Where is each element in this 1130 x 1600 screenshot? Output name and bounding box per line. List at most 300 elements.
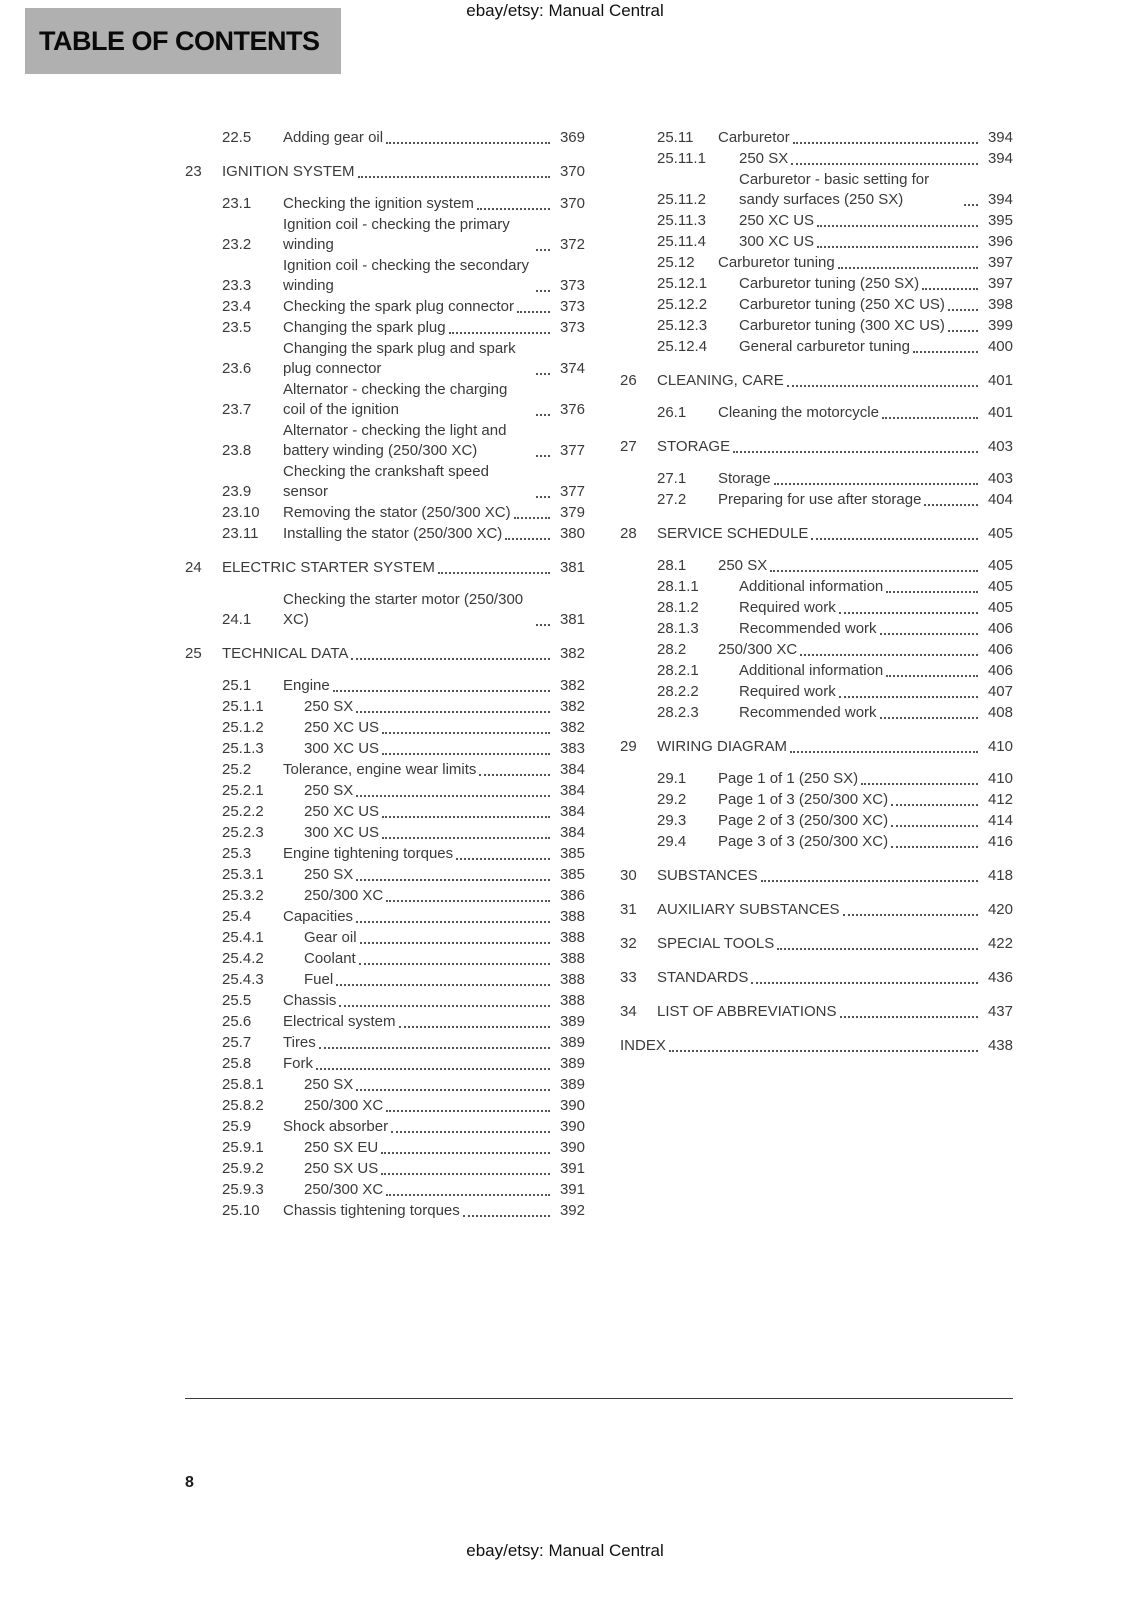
toc-entry-number: 24.1	[222, 611, 252, 628]
toc-entry-page: 390	[559, 1118, 585, 1135]
toc-entry-number: 29	[620, 738, 637, 755]
toc-entry	[620, 866, 1013, 886]
toc-entry-page: 380	[559, 525, 585, 542]
toc-entry-title: 250 SX	[739, 150, 789, 167]
toc-entry-number: 25.11.2	[657, 191, 706, 208]
toc-entry-title: Checking the starter motor (250/300 XC)	[283, 591, 524, 628]
toc-entry	[620, 619, 1013, 639]
toc-entry-page: 373	[559, 298, 585, 315]
toc-entry-page: 394	[987, 150, 1013, 167]
toc-entry	[185, 256, 585, 296]
toc-entry-page: 405	[987, 557, 1013, 574]
toc-entry	[185, 991, 585, 1011]
dot-leader	[356, 795, 550, 797]
dot-leader	[787, 385, 978, 387]
toc-entry-title: INDEX	[620, 1037, 666, 1054]
dot-leader	[386, 1194, 550, 1196]
toc-entry	[185, 524, 585, 544]
toc-entry-number: 26.1	[657, 404, 687, 421]
toc-entry-title: Carburetor tuning	[718, 254, 835, 271]
toc-entry	[185, 162, 585, 182]
toc-entry-number: 23.1	[222, 195, 252, 212]
toc-entry-number: 25.9.1	[222, 1139, 264, 1156]
toc-entry-number: 25.1.3	[222, 740, 264, 757]
toc-entry-title: Carburetor tuning (250 XC US)	[739, 296, 945, 313]
toc-entry	[185, 907, 585, 927]
toc-entry-number: 23.3	[222, 277, 252, 294]
toc-entry-number: 25	[185, 645, 202, 662]
dot-leader	[386, 900, 550, 902]
dot-leader	[399, 1026, 550, 1028]
dot-leader	[891, 846, 978, 848]
toc-entry-page: 418	[987, 867, 1013, 884]
toc-entry-number: 30	[620, 867, 637, 884]
toc-entry-title: 250 SX	[304, 698, 354, 715]
dot-leader	[536, 414, 550, 416]
toc-entry-page: 384	[559, 803, 585, 820]
toc-entry	[185, 1180, 585, 1200]
toc-entry	[620, 682, 1013, 702]
toc-entry-number: 28.1	[657, 557, 687, 574]
toc-entry-number: 25.12	[657, 254, 695, 271]
dot-leader	[333, 690, 550, 692]
toc-entry	[620, 790, 1013, 810]
dot-leader	[777, 948, 978, 950]
toc-entry-number: 25.3.1	[222, 866, 264, 883]
toc-entry-number: 25.8.1	[222, 1076, 264, 1093]
toc-column-left	[185, 128, 585, 1222]
toc-entry	[620, 556, 1013, 576]
dot-leader	[517, 311, 550, 313]
toc-entry	[185, 590, 585, 630]
toc-entry-number: 23.10	[222, 504, 260, 521]
toc-entry	[620, 1002, 1013, 1022]
toc-entry-number: 28.1.3	[657, 620, 699, 637]
toc-entry-title: Ignition coil - checking the primary winding	[283, 216, 510, 253]
dot-leader	[339, 1005, 550, 1007]
toc-entry-title: Shock absorber	[283, 1118, 389, 1135]
toc-entry-page: 422	[987, 935, 1013, 952]
dot-leader	[891, 825, 978, 827]
toc-entry-page: 379	[559, 504, 585, 521]
toc-entry-page: 384	[559, 824, 585, 841]
toc-entry-page: 389	[559, 1055, 585, 1072]
dot-leader	[948, 309, 978, 311]
toc-entry	[185, 928, 585, 948]
toc-entry-title: Fuel	[304, 971, 334, 988]
toc-entry-page: 385	[559, 845, 585, 862]
toc-entry	[185, 718, 585, 738]
toc-entry-title: Required work	[739, 599, 836, 616]
toc-entry-page: 389	[559, 1013, 585, 1030]
toc-entry-number: 25.11.1	[657, 150, 706, 167]
toc-entry-title: CLEANING, CARE	[657, 372, 784, 389]
page-title: TABLE OF CONTENTS	[39, 25, 320, 56]
toc-entry-title: Alternator - checking the charging coil of the ignition	[283, 381, 508, 418]
toc-entry-title: 250 SX	[304, 866, 354, 883]
toc-entry	[620, 371, 1013, 391]
dot-leader	[456, 858, 550, 860]
dot-leader	[386, 142, 550, 144]
toc-entry-page: 391	[559, 1160, 585, 1177]
toc-entry-page: 376	[559, 401, 585, 418]
toc-entry-title: Checking the ignition system	[283, 195, 474, 212]
toc-entry-number: 23.6	[222, 360, 252, 377]
dot-leader	[536, 496, 550, 498]
toc-entry	[620, 737, 1013, 757]
toc-entry-title: Engine	[283, 677, 330, 694]
toc-entry-page: 403	[987, 438, 1013, 455]
toc-entry	[620, 253, 1013, 273]
dot-leader	[791, 163, 978, 165]
toc-entry-page: 369	[559, 129, 585, 146]
toc-entry-number: 34	[620, 1003, 637, 1020]
toc-entry-title: 250 SX US	[304, 1160, 379, 1177]
toc-entry	[185, 1096, 585, 1116]
dot-leader	[880, 633, 978, 635]
toc-entry	[185, 215, 585, 255]
toc-entry	[620, 640, 1013, 660]
toc-entry	[620, 934, 1013, 954]
toc-entry-number: 29.4	[657, 833, 687, 850]
toc-entry-number: 25.2	[222, 761, 252, 778]
dot-leader	[381, 1173, 550, 1175]
toc-entry	[185, 676, 585, 696]
toc-entry	[620, 703, 1013, 723]
toc-entry-page: 397	[987, 275, 1013, 292]
toc-entry-number: 25.7	[222, 1034, 252, 1051]
toc-entry-page: 372	[559, 236, 585, 253]
toc-entry-number: 23.5	[222, 319, 252, 336]
toc-entry-title: 250 SX	[304, 782, 354, 799]
toc-entry-number: 25.3.2	[222, 887, 264, 904]
toc-entry-title: Gear oil	[304, 929, 357, 946]
toc-entry-title: Additional information	[739, 578, 884, 595]
toc-entry-title: 250/300 XC	[718, 641, 798, 658]
dot-leader	[360, 942, 550, 944]
toc-entry-title: Alternator - checking the light and battery winding (250/300 XC)	[283, 422, 507, 459]
toc-banner	[25, 8, 341, 74]
dot-leader	[774, 483, 978, 485]
toc-entry	[185, 865, 585, 885]
toc-entry-title: Tires	[283, 1034, 316, 1051]
toc-entry	[620, 274, 1013, 294]
toc-entry-page: 386	[559, 887, 585, 904]
toc-entry-number: 25.9	[222, 1118, 252, 1135]
toc-entry-number: 23.2	[222, 236, 252, 253]
toc-entry-title: IGNITION SYSTEM	[222, 163, 355, 180]
toc-entry	[620, 337, 1013, 357]
toc-columns	[185, 128, 1013, 1222]
dot-leader	[924, 504, 978, 506]
toc-entry-number: 23.8	[222, 442, 252, 459]
dot-leader	[391, 1131, 550, 1133]
toc-entry-page: 382	[559, 719, 585, 736]
toc-entry-number: 27	[620, 438, 637, 455]
toc-entry-number: 25.1.1	[222, 698, 264, 715]
dot-leader	[840, 1016, 979, 1018]
toc-entry-title: Page 2 of 3 (250/300 XC)	[718, 812, 889, 829]
toc-entry	[620, 900, 1013, 920]
toc-entry	[185, 697, 585, 717]
dot-leader	[536, 455, 550, 457]
toc-entry-page: 416	[987, 833, 1013, 850]
toc-entry-number: 25.2.1	[222, 782, 264, 799]
toc-entry-title: 300 XC US	[304, 740, 380, 757]
toc-entry-page: 388	[559, 992, 585, 1009]
toc-entry-title: Ignition coil - checking the secondary winding	[283, 257, 529, 294]
toc-entry-page: 383	[559, 740, 585, 757]
dot-leader	[861, 783, 978, 785]
dot-leader	[438, 572, 550, 574]
toc-entry-page: 400	[987, 338, 1013, 355]
dot-leader	[733, 451, 978, 453]
dot-leader	[770, 570, 978, 572]
dot-leader	[880, 717, 978, 719]
toc-entry-number: 25.9.2	[222, 1160, 264, 1177]
toc-entry	[185, 1138, 585, 1158]
dot-leader	[358, 176, 550, 178]
toc-entry-title: 250 XC US	[304, 803, 380, 820]
toc-entry-title: Cleaning the motorcycle	[718, 404, 879, 421]
toc-entry-number: 25.1.2	[222, 719, 264, 736]
dot-leader	[356, 921, 550, 923]
toc-entry-page: 381	[559, 611, 585, 628]
toc-entry-number: 25.11.3	[657, 212, 706, 229]
toc-entry-title: SPECIAL TOOLS	[657, 935, 775, 952]
toc-entry-title: Electrical system	[283, 1013, 396, 1030]
toc-entry-number: 25.2.3	[222, 824, 264, 841]
toc-entry-page: 407	[987, 683, 1013, 700]
toc-entry-number: 25.4	[222, 908, 252, 925]
dot-leader	[761, 880, 978, 882]
toc-entry-title: SUBSTANCES	[657, 867, 758, 884]
toc-entry-number: 23.7	[222, 401, 252, 418]
toc-entry-number: 23.11	[222, 525, 259, 542]
toc-entry	[185, 1033, 585, 1053]
toc-entry-number: 23.4	[222, 298, 252, 315]
toc-entry-page: 381	[559, 559, 585, 576]
toc-entry	[620, 811, 1013, 831]
dot-leader	[477, 208, 550, 210]
toc-entry-number: 25.12.3	[657, 317, 708, 334]
toc-entry	[185, 462, 585, 502]
toc-entry-page: 390	[559, 1139, 585, 1156]
dot-leader	[381, 1152, 550, 1154]
toc-entry-page: 382	[559, 677, 585, 694]
dot-leader	[922, 288, 978, 290]
toc-entry	[185, 844, 585, 864]
toc-entry-title: 250 XC US	[739, 212, 815, 229]
toc-entry-title: STANDARDS	[657, 969, 749, 986]
toc-entry-page: 406	[987, 641, 1013, 658]
toc-entry	[185, 421, 585, 461]
toc-entry-title: 250 SX EU	[304, 1139, 379, 1156]
toc-entry-number: 23	[185, 163, 202, 180]
toc-entry-number: 25.11	[657, 129, 694, 146]
toc-entry-number: 25.1	[222, 677, 252, 694]
toc-entry-page: 374	[559, 360, 585, 377]
dot-leader	[882, 417, 978, 419]
toc-entry-number: 33	[620, 969, 637, 986]
dot-leader	[886, 591, 978, 593]
toc-entry-title: Additional information	[739, 662, 884, 679]
toc-entry-number: 25.11.4	[657, 233, 706, 250]
toc-entry	[185, 128, 585, 148]
toc-entry-number: 25.6	[222, 1013, 252, 1030]
toc-entry-page: 388	[559, 971, 585, 988]
dot-leader	[669, 1050, 978, 1052]
toc-entry-number: 32	[620, 935, 637, 952]
toc-entry-title: Page 1 of 3 (250/300 XC)	[718, 791, 889, 808]
toc-entry-page: 405	[987, 599, 1013, 616]
toc-entry-page: 405	[987, 578, 1013, 595]
toc-entry	[620, 403, 1013, 423]
toc-column-right	[620, 128, 1013, 1222]
toc-entry	[185, 886, 585, 906]
toc-entry	[620, 968, 1013, 988]
dot-leader	[843, 914, 978, 916]
dot-leader	[316, 1068, 550, 1070]
toc-entry-title: Required work	[739, 683, 836, 700]
toc-entry-page: 397	[987, 254, 1013, 271]
toc-entry-number: 25.3	[222, 845, 252, 862]
toc-entry-number: 28.2.3	[657, 704, 699, 721]
toc-entry	[185, 970, 585, 990]
toc-entry-title: AUXILIARY SUBSTANCES	[657, 901, 840, 918]
dot-leader	[479, 774, 550, 776]
toc-entry-number: 25.8.2	[222, 1097, 264, 1114]
toc-entry-page: 395	[987, 212, 1013, 229]
dot-leader	[891, 804, 978, 806]
toc-entry-title: Checking the crankshaft speed sensor	[283, 463, 489, 500]
toc-entry-page: 388	[559, 908, 585, 925]
toc-entry-page: 437	[987, 1003, 1013, 1020]
toc-entry-page: 373	[559, 319, 585, 336]
dot-leader	[793, 142, 978, 144]
toc-entry-number: 25.2.2	[222, 803, 264, 820]
toc-entry-title: 250 SX	[718, 557, 768, 574]
toc-entry-page: 389	[559, 1076, 585, 1093]
toc-entry-number: 28.2	[657, 641, 687, 658]
toc-entry-page: 414	[987, 812, 1013, 829]
toc-entry-page: 370	[559, 195, 585, 212]
dot-leader	[536, 624, 550, 626]
toc-entry-page: 370	[559, 163, 585, 180]
dot-leader	[811, 538, 978, 540]
toc-entry-number: 29.2	[657, 791, 687, 808]
toc-entry-page: 401	[987, 372, 1013, 389]
toc-entry-title: 250/300 XC	[304, 887, 384, 904]
toc-entry-number: 25.12.2	[657, 296, 708, 313]
dot-leader	[359, 963, 550, 965]
toc-entry-page: 384	[559, 761, 585, 778]
toc-entry-title: WIRING DIAGRAM	[657, 738, 787, 755]
toc-entry-page: 394	[987, 191, 1013, 208]
toc-entry-number: 28.2.2	[657, 683, 699, 700]
toc-entry-title: 250/300 XC	[304, 1181, 384, 1198]
dot-leader	[505, 538, 550, 540]
dot-leader	[356, 1089, 550, 1091]
toc-entry-title: Checking the spark plug connector	[283, 298, 514, 315]
toc-entry	[185, 1012, 585, 1032]
toc-entry	[620, 661, 1013, 681]
toc-entry	[620, 469, 1013, 489]
toc-entry-page: 388	[559, 929, 585, 946]
dot-leader	[536, 249, 550, 251]
toc-entry-title: Changing the spark plug and spark plug connector	[283, 340, 516, 377]
dot-leader	[463, 1215, 550, 1217]
toc-entry-title: ELECTRIC STARTER SYSTEM	[222, 559, 435, 576]
toc-entry	[185, 802, 585, 822]
toc-entry-title: 250 SX	[304, 1076, 354, 1093]
toc-entry-page: 436	[987, 969, 1013, 986]
toc-entry	[620, 490, 1013, 510]
dot-leader	[382, 732, 550, 734]
toc-entry	[620, 232, 1013, 252]
toc-entry-number: 22.5	[222, 129, 252, 146]
toc-entry-page: 412	[987, 791, 1013, 808]
toc-entry-title: Recommended work	[739, 704, 877, 721]
toc-entry-page: 405	[987, 525, 1013, 542]
toc-entry-page: 398	[987, 296, 1013, 313]
toc-entry-title: Removing the stator (250/300 XC)	[283, 504, 511, 521]
toc-entry-title: Fork	[283, 1055, 313, 1072]
toc-entry	[185, 760, 585, 780]
toc-entry-page: 391	[559, 1181, 585, 1198]
toc-entry-number: 25.4.3	[222, 971, 264, 988]
page-number: 8	[185, 1474, 194, 1491]
toc-entry-title: Carburetor - basic setting for sandy surfaces (250 SX)	[739, 171, 930, 208]
toc-entry	[185, 1201, 585, 1221]
toc-entry	[185, 503, 585, 523]
toc-entry-page: 408	[987, 704, 1013, 721]
dot-leader	[817, 246, 978, 248]
dot-leader	[514, 517, 550, 519]
dot-leader	[800, 654, 978, 656]
toc-entry-page: 406	[987, 620, 1013, 637]
toc-entry	[620, 832, 1013, 852]
toc-entry	[620, 598, 1013, 618]
toc-entry-page: 404	[987, 491, 1013, 508]
dot-leader	[351, 658, 550, 660]
dot-leader	[382, 837, 550, 839]
toc-entry	[620, 211, 1013, 231]
toc-entry	[620, 1036, 1013, 1056]
site-footer-label: ebay/etsy: Manual Central	[466, 1541, 664, 1560]
dot-leader	[336, 984, 550, 986]
dot-leader	[319, 1047, 550, 1049]
toc-entry-title: Chassis tightening torques	[283, 1202, 460, 1219]
toc-entry	[620, 295, 1013, 315]
toc-entry-number: 28	[620, 525, 637, 542]
dot-leader	[839, 696, 978, 698]
toc-entry-number: 27.2	[657, 491, 687, 508]
toc-entry-page: 377	[559, 442, 585, 459]
toc-entry-title: 250/300 XC	[304, 1097, 384, 1114]
toc-entry-page: 377	[559, 483, 585, 500]
toc-entry-number: 25.4.2	[222, 950, 264, 967]
footer-divider	[185, 1398, 1013, 1399]
toc-entry	[620, 170, 1013, 210]
dot-leader	[790, 751, 978, 753]
toc-entry-page: 392	[559, 1202, 585, 1219]
toc-entry	[185, 949, 585, 969]
toc-entry-title: Adding gear oil	[283, 129, 384, 146]
toc-entry-page: 401	[987, 404, 1013, 421]
toc-entry	[185, 558, 585, 578]
toc-entry-title: Recommended work	[739, 620, 877, 637]
